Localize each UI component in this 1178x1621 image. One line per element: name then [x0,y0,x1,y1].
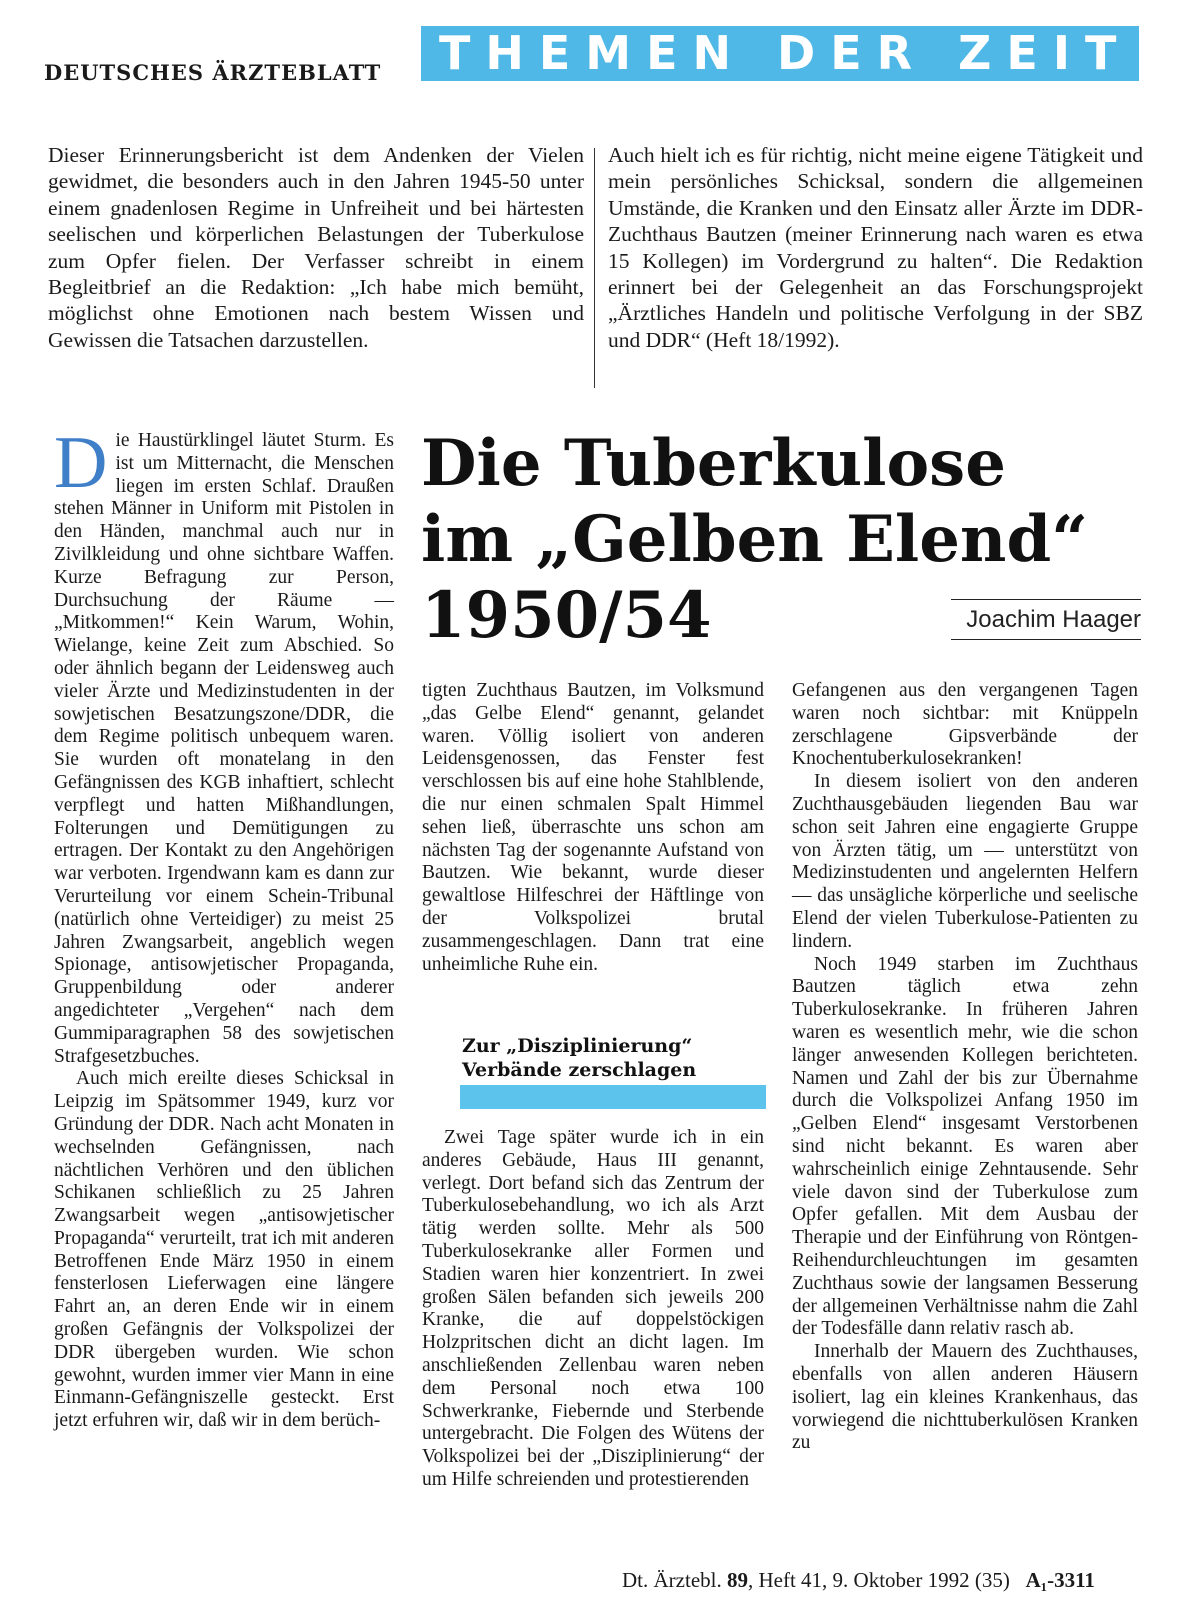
dropcap: D [54,422,108,504]
subheading-line: Verbände zerschlagen [462,1059,697,1081]
author-name: Joachim Haager [966,606,1141,633]
subheading-accent-bar [460,1085,766,1109]
intro-text-right: Auch hielt ich es für richtig, nicht meine eigene Tätigkeit und mein persönliches Schicksal, sondern die allgemeinen Umstände, die Kranken und den Einsatz aller Ärzte im DDR-Zuchthaus Bautzen (meiner Erinnerung nach waren es etwa 15 Kollegen) im Vordergrund zu halten“. Die Redaktion erinnert bei der Gelegenheit an das Forschungsprojekt „Ärztliches Handeln und politische Verfolgung in der SBZ und DDR“ (Heft 18/1992). [608,143,1143,352]
publication-name: DEUTSCHES ÄRZTEBLATT [44,60,382,85]
page-footer [622,1568,1095,1593]
page-reference: A₁-3311 [1025,1568,1095,1592]
article-column-1 [54,422,394,1433]
paragraph: Innerhalb der Mauern des Zuchthauses, ebenfalls von allen anderen Häusern isoliert, lag ein kleines Krankenhaus, das vorwiegend die nichttuberkulösen Kranken zu [792,1341,1138,1454]
volume-number: 89 [726,1568,748,1592]
author-rule [951,599,1141,600]
paragraph: Noch 1949 starben im Zuchthaus Bautzen täglich etwa zehn Tuberkulosekranke. In früheren Jahren waren es wesentlich mehr, wie die schon länger anwesenden Kollegen berichteten. Namen und Zahl der bis zur Übernahme durch die Volkspolizei Anfang 1950 im „Gelben Elend“ insgesamt Verstorbenen sind nicht bekannt. Es waren aber wahrscheinlich einige Zehntausende. Sehr viele davon sind der Tuberkulose zum Opfer gefallen. Mit dem Ausbau der Therapie und der Einführung von Röntgen-Reihendurchleuchtungen im gesamten Zuchthaus sowie der langsamen Besserung der allgemeinen Verhältnisse nahm die Zahl der Todesfälle dann relativ rasch ab. [792,953,1138,1340]
intro-divider [594,148,595,388]
citation-rest: , Heft 41, 9. Oktober 1992 (35) [747,1568,1010,1592]
title-line: 1950/54 [421,578,712,653]
paragraph: Gefangenen aus den vergangenen Tagen waren noch sichtbar: mit Knüppeln zerschlagene Gipsverbände der Knochentuberkulosekranken! [792,680,1138,770]
author-rule [951,639,1141,640]
paragraph: In diesem isoliert von den anderen Zuchthausgebäuden liegenden Bau war schon seit Jahren eine engagierte Gruppe von Ärzten tätig, um — unterstützt von Medizinstudenten und angelernten Helfern — das unsägliche körperliche und seelische Elend der vielen Tuberkulose-Patienten zu lindern. [792,771,1138,952]
article-column-3 [792,680,1138,1455]
subheading [462,1034,696,1082]
article-column-2-continued [422,1127,764,1492]
title-line: Die Tuberkulose [421,426,1006,501]
paragraph: Zwei Tage später wurde ich in ein anderes Gebäude, Haus III genannt, verlegt. Dort befand sich das Zentrum der Tuberkulosebehandlung, wo ich als Arzt tätig werden sollte. Mehr als 500 Tuberkulosekranke aller Formen und Stadien waren hier konzentriert. In zwei großen Sälen befanden sich jeweils 200 Kranke, die auf doppelstöckigen Holzpritschen dicht an dicht lagen. Im anschließenden Zellenbau waren neben dem Personal noch etwa 100 Schwerkranke, Fiebernde und Sterbende untergebracht. Die Folgen des Wütens der Volkspolizei bei der „Disziplinierung“ der um Hilfe schreienden und protestierenden [422,1127,764,1490]
paragraph: ie Haustürklingel läutet Sturm. Es ist um Mitternacht, die Menschen liegen im ersten Schlaf. Draußen stehen Männer in Uniform mit Pistolen in den Händen, manchmal auch nur in Zivilkleidung und ohne sichtbare Waffen. Kurze Befragung zur Person, Durchsuchung der Räume — „Mitkommen!“ Kein Warum, Wohin, Wielange, keine Zeit zum Abschied. So oder ähnlich begann der Leidensweg auch vieler Ärzte und Medizinstudenten in der sowjetischen Besatzungszone/DDR, die dem Regime politisch unbequem waren. Sie wurden oft monatelang in den Gefängnissen des KGB inhaftiert, schlecht verpflegt und hatten Mißhandlungen, Folterungen und Demütigungen zu ertragen. Der Kontakt zu den Angehörigen war verboten. Irgendwann kam es dann zur Verurteilung vor einem Schein-Tribunal (natürlich ohne Verteidiger) zu meist 25 Jahren Zwangsarbeit, angeblich wegen Spionage, antisowjetischer Propaganda, Gruppenbildung oder anderer angedichteter „Vergehen“ nach dem Gummiparagraphen 58 des sowjetischen Strafgesetzbuches. [54,430,394,1067]
paragraph: Auch mich ereilte dieses Schicksal in Leipzig im Spätsommer 1949, kurz vor Gründung der DDR. Nach acht Monaten in wechselnden Gefängnissen, nach nächtlichen Verhören und den üblichen Schikanen schließlich zu 25 Jahren Zwangsarbeit wegen „antisowjetischer Propaganda“ verurteilt, trat ich mit anderen Betroffenen Ende März 1950 in einem fensterlosen Lieferwagen eine längere Fahrt an, an deren Ende wir in einem großen Gefängnis der Volkspolizei der DDR übergeben wurden. Wie schon gewohnt, wurden immer vier Mann in eine Einmann-Gefängniszelle gesteckt. Erst jetzt erfuhren wir, daß wir in dem berüch- [54,1068,394,1432]
paragraph: tigten Zuchthaus Bautzen, im Volksmund „das Gelbe Elend“ genannt, gelandet waren. Völlig isoliert von anderen Leidensgenossen, das Fenster fest verschlossen bis auf eine hohe Stahlblende, die nur einen schmalen Spalt Himmel sehen ließ, überraschte uns schon am nächsten Tag der sogenannte Aufstand von Bautzen. Wie bekannt, wurde dieser gewaltlose Hilfeschrei der Häftlinge von der Volkspolizei brutal zusammengeschlagen. Dann trat eine unheimliche Ruhe ein. [422,680,764,975]
title-line: im „Gelben Elend“ [421,502,1088,577]
subheading-line: Zur „Disziplinierung“ [462,1035,693,1057]
citation-prefix: Dt. Ärztebl. [622,1568,722,1592]
section-banner: THEMEN DER ZEIT [421,26,1139,81]
intro-text-left: Dieser Erinnerungsbericht ist dem Andenken der Vielen gewidmet, die besonders auch in den Jahren 1945-50 unter einem gnadenlosen Regime in Unfreiheit und bei härtesten seelischen und körperlichen Belastungen der Tuberkulose zum Opfer fielen. Der Verfasser schreibt in einem Begleitbrief an die Redaktion: „Ich habe mich bemüht, möglichst ohne Emotionen nach bestem Wissen und Gewissen die Tatsachen darzustellen. [48,143,584,352]
article-column-2 [422,680,764,976]
